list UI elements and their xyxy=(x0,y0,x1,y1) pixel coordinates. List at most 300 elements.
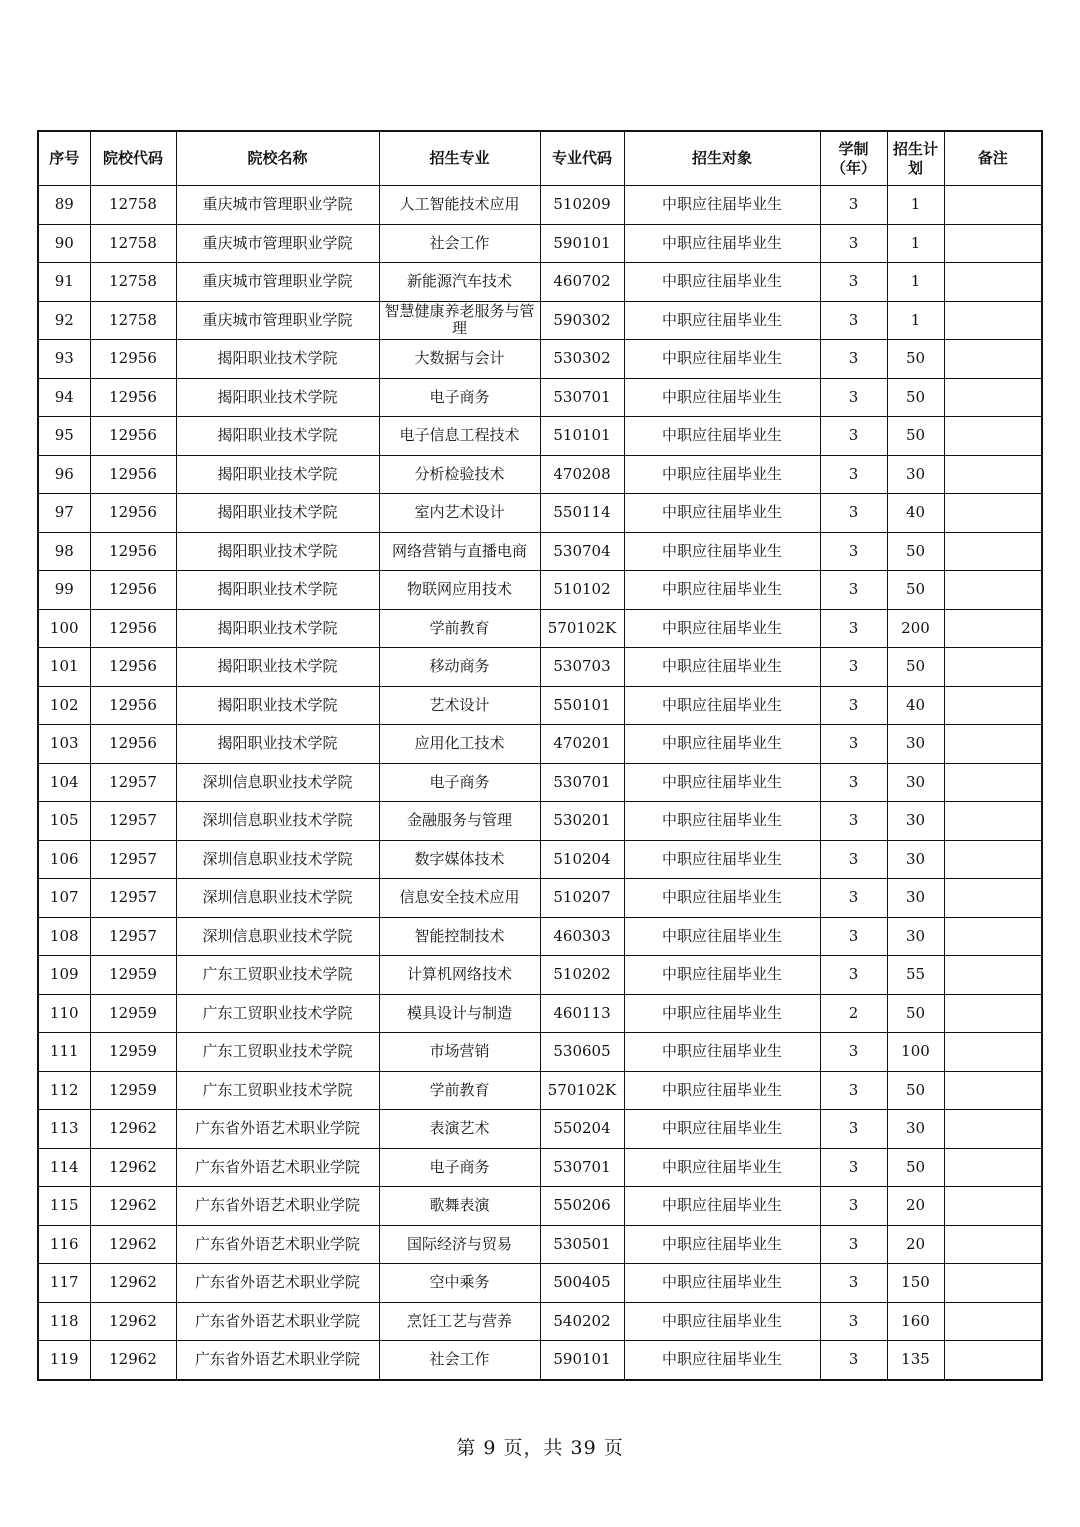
target-group: 中职应往届毕业生 xyxy=(624,609,820,648)
page-footer: 第 9 页，共 39 页 xyxy=(456,1437,624,1459)
row-index: 90 xyxy=(38,224,90,263)
row-index: 101 xyxy=(38,648,90,687)
study-years: 3 xyxy=(820,763,887,802)
school-code: 12956 xyxy=(90,494,176,533)
target-group: 中职应往届毕业生 xyxy=(624,1264,820,1303)
target-group: 中职应往届毕业生 xyxy=(624,763,820,802)
remarks xyxy=(944,1187,1042,1226)
row-index: 104 xyxy=(38,763,90,802)
enrollment-plan: 30 xyxy=(887,763,944,802)
table-row xyxy=(38,1264,1042,1303)
school-name: 广东工贸职业技术学院 xyxy=(176,956,379,995)
enrollment-plan: 30 xyxy=(887,917,944,956)
school-code: 12959 xyxy=(90,994,176,1033)
study-years: 3 xyxy=(820,802,887,841)
remarks xyxy=(944,917,1042,956)
school-code: 12758 xyxy=(90,224,176,263)
row-index: 116 xyxy=(38,1225,90,1264)
major-code: 550204 xyxy=(540,1110,624,1149)
table-row xyxy=(38,917,1042,956)
study-years: 3 xyxy=(820,648,887,687)
major-name: 国际经济与贸易 xyxy=(379,1225,540,1264)
school-name: 深圳信息职业技术学院 xyxy=(176,802,379,841)
target-group: 中职应往届毕业生 xyxy=(624,417,820,456)
major-code: 530701 xyxy=(540,763,624,802)
school-name: 广东工贸职业技术学院 xyxy=(176,1071,379,1110)
study-years: 3 xyxy=(820,686,887,725)
major-name: 社会工作 xyxy=(379,224,540,263)
major-code: 460113 xyxy=(540,994,624,1033)
school-name: 揭阳职业技术学院 xyxy=(176,532,379,571)
remarks xyxy=(944,994,1042,1033)
school-name: 广东省外语艺术职业学院 xyxy=(176,1148,379,1187)
row-index: 111 xyxy=(38,1033,90,1072)
table-row xyxy=(38,417,1042,456)
row-index: 102 xyxy=(38,686,90,725)
study-years: 3 xyxy=(820,1264,887,1303)
school-name: 重庆城市管理职业学院 xyxy=(176,186,379,225)
row-index: 97 xyxy=(38,494,90,533)
row-index: 95 xyxy=(38,417,90,456)
row-index: 117 xyxy=(38,1264,90,1303)
major-code: 530701 xyxy=(540,1148,624,1187)
school-code: 12956 xyxy=(90,455,176,494)
target-group: 中职应往届毕业生 xyxy=(624,455,820,494)
study-years: 2 xyxy=(820,994,887,1033)
school-name: 广东工贸职业技术学院 xyxy=(176,994,379,1033)
major-name: 移动商务 xyxy=(379,648,540,687)
target-group: 中职应往届毕业生 xyxy=(624,340,820,379)
study-years: 3 xyxy=(820,840,887,879)
table-row xyxy=(38,224,1042,263)
table-row xyxy=(38,1225,1042,1264)
major-code: 470201 xyxy=(540,725,624,764)
target-group: 中职应往届毕业生 xyxy=(624,1148,820,1187)
enrollment-plan: 30 xyxy=(887,840,944,879)
enrollment-plan: 50 xyxy=(887,378,944,417)
row-index: 106 xyxy=(38,840,90,879)
row-index: 107 xyxy=(38,879,90,918)
header-years: 学制（年） xyxy=(820,131,887,186)
remarks xyxy=(944,648,1042,687)
header-index: 序号 xyxy=(38,131,90,186)
enrollment-plan: 100 xyxy=(887,1033,944,1072)
target-group: 中职应往届毕业生 xyxy=(624,301,820,340)
enrollment-plan: 50 xyxy=(887,994,944,1033)
target-group: 中职应往届毕业生 xyxy=(624,1187,820,1226)
major-name: 智能控制技术 xyxy=(379,917,540,956)
target-group: 中职应往届毕业生 xyxy=(624,571,820,610)
major-name: 信息安全技术应用 xyxy=(379,879,540,918)
school-name: 揭阳职业技术学院 xyxy=(176,455,379,494)
major-code: 460303 xyxy=(540,917,624,956)
table-row xyxy=(38,686,1042,725)
study-years: 3 xyxy=(820,224,887,263)
major-code: 550206 xyxy=(540,1187,624,1226)
major-code: 530704 xyxy=(540,532,624,571)
enrollment-plan: 30 xyxy=(887,802,944,841)
row-index: 103 xyxy=(38,725,90,764)
target-group: 中职应往届毕业生 xyxy=(624,263,820,302)
table-row xyxy=(38,1187,1042,1226)
major-name: 网络营销与直播电商 xyxy=(379,532,540,571)
table-row xyxy=(38,648,1042,687)
target-group: 中职应往届毕业生 xyxy=(624,1071,820,1110)
study-years: 3 xyxy=(820,1148,887,1187)
table-row xyxy=(38,1148,1042,1187)
school-code: 12962 xyxy=(90,1110,176,1149)
major-name: 电子商务 xyxy=(379,378,540,417)
major-code: 510101 xyxy=(540,417,624,456)
school-code: 12956 xyxy=(90,571,176,610)
header-school-name: 院校名称 xyxy=(176,131,379,186)
major-code: 510202 xyxy=(540,956,624,995)
row-index: 119 xyxy=(38,1341,90,1380)
school-name: 深圳信息职业技术学院 xyxy=(176,879,379,918)
remarks xyxy=(944,802,1042,841)
school-code: 12962 xyxy=(90,1148,176,1187)
table-row xyxy=(38,455,1042,494)
enrollment-plan: 40 xyxy=(887,494,944,533)
enrollment-plan: 160 xyxy=(887,1302,944,1341)
remarks xyxy=(944,417,1042,456)
study-years: 3 xyxy=(820,378,887,417)
table-row xyxy=(38,378,1042,417)
enrollment-plan: 1 xyxy=(887,224,944,263)
study-years: 3 xyxy=(820,455,887,494)
school-code: 12959 xyxy=(90,956,176,995)
table-row xyxy=(38,802,1042,841)
table-row xyxy=(38,956,1042,995)
study-years: 3 xyxy=(820,1071,887,1110)
major-code: 500405 xyxy=(540,1264,624,1303)
enrollment-plan: 20 xyxy=(887,1187,944,1226)
major-name: 模具设计与制造 xyxy=(379,994,540,1033)
row-index: 98 xyxy=(38,532,90,571)
study-years: 3 xyxy=(820,340,887,379)
study-years: 3 xyxy=(820,1110,887,1149)
header-major: 招生专业 xyxy=(379,131,540,186)
school-code: 12956 xyxy=(90,609,176,648)
table-row xyxy=(38,1033,1042,1072)
remarks xyxy=(944,301,1042,340)
remarks xyxy=(944,224,1042,263)
major-name: 学前教育 xyxy=(379,1071,540,1110)
school-code: 12962 xyxy=(90,1187,176,1226)
remarks xyxy=(944,686,1042,725)
school-code: 12956 xyxy=(90,532,176,571)
target-group: 中职应往届毕业生 xyxy=(624,725,820,764)
major-code: 550114 xyxy=(540,494,624,533)
header-remarks: 备注 xyxy=(944,131,1042,186)
table-row xyxy=(38,494,1042,533)
header-plan: 招生计划 xyxy=(887,131,944,186)
school-name: 揭阳职业技术学院 xyxy=(176,417,379,456)
enrollment-plan: 50 xyxy=(887,340,944,379)
row-index: 112 xyxy=(38,1071,90,1110)
major-code: 460702 xyxy=(540,263,624,302)
remarks xyxy=(944,879,1042,918)
remarks xyxy=(944,571,1042,610)
study-years: 3 xyxy=(820,263,887,302)
school-name: 揭阳职业技术学院 xyxy=(176,340,379,379)
remarks xyxy=(944,455,1042,494)
remarks xyxy=(944,340,1042,379)
table-row xyxy=(38,1341,1042,1380)
major-code: 510207 xyxy=(540,879,624,918)
major-name: 大数据与会计 xyxy=(379,340,540,379)
target-group: 中职应往届毕业生 xyxy=(624,879,820,918)
table-body xyxy=(38,186,1042,1380)
table-row xyxy=(38,725,1042,764)
table-row xyxy=(38,571,1042,610)
school-code: 12957 xyxy=(90,917,176,956)
target-group: 中职应往届毕业生 xyxy=(624,532,820,571)
remarks xyxy=(944,1148,1042,1187)
remarks xyxy=(944,1341,1042,1380)
remarks xyxy=(944,532,1042,571)
header-target: 招生对象 xyxy=(624,131,820,186)
major-name: 数字媒体技术 xyxy=(379,840,540,879)
enrollment-plan: 1 xyxy=(887,301,944,340)
major-code: 540202 xyxy=(540,1302,624,1341)
target-group: 中职应往届毕业生 xyxy=(624,1225,820,1264)
remarks xyxy=(944,725,1042,764)
row-index: 114 xyxy=(38,1148,90,1187)
remarks xyxy=(944,1225,1042,1264)
target-group: 中职应往届毕业生 xyxy=(624,802,820,841)
school-name: 深圳信息职业技术学院 xyxy=(176,840,379,879)
target-group: 中职应往届毕业生 xyxy=(624,648,820,687)
school-code: 12758 xyxy=(90,263,176,302)
row-index: 92 xyxy=(38,301,90,340)
remarks xyxy=(944,1110,1042,1149)
target-group: 中职应往届毕业生 xyxy=(624,378,820,417)
remarks xyxy=(944,263,1042,302)
study-years: 3 xyxy=(820,1225,887,1264)
row-index: 110 xyxy=(38,994,90,1033)
school-name: 广东工贸职业技术学院 xyxy=(176,1033,379,1072)
target-group: 中职应往届毕业生 xyxy=(624,956,820,995)
major-name: 表演艺术 xyxy=(379,1110,540,1149)
school-name: 重庆城市管理职业学院 xyxy=(176,263,379,302)
enrollment-plan: 1 xyxy=(887,186,944,225)
major-code: 570102K xyxy=(540,609,624,648)
school-code: 12956 xyxy=(90,378,176,417)
major-name: 计算机网络技术 xyxy=(379,956,540,995)
major-name: 烹饪工艺与营养 xyxy=(379,1302,540,1341)
table-row xyxy=(38,609,1042,648)
enrollment-plan: 20 xyxy=(887,1225,944,1264)
header-school-code: 院校代码 xyxy=(90,131,176,186)
study-years: 3 xyxy=(820,1033,887,1072)
school-name: 深圳信息职业技术学院 xyxy=(176,917,379,956)
school-code: 12957 xyxy=(90,802,176,841)
school-code: 12959 xyxy=(90,1033,176,1072)
remarks xyxy=(944,186,1042,225)
enrollment-plan: 50 xyxy=(887,648,944,687)
major-code: 570102K xyxy=(540,1071,624,1110)
study-years: 3 xyxy=(820,609,887,648)
school-name: 揭阳职业技术学院 xyxy=(176,609,379,648)
study-years: 3 xyxy=(820,1187,887,1226)
enrollment-plan: 135 xyxy=(887,1341,944,1380)
enrollment-plan: 200 xyxy=(887,609,944,648)
table-row xyxy=(38,1110,1042,1149)
school-code: 12959 xyxy=(90,1071,176,1110)
table-row xyxy=(38,1071,1042,1110)
table-row xyxy=(38,994,1042,1033)
remarks xyxy=(944,494,1042,533)
table-header-row xyxy=(38,131,1042,186)
school-code: 12956 xyxy=(90,417,176,456)
major-name: 市场营销 xyxy=(379,1033,540,1072)
enrollment-plan: 1 xyxy=(887,263,944,302)
enrollment-plan: 55 xyxy=(887,956,944,995)
study-years: 3 xyxy=(820,186,887,225)
row-index: 91 xyxy=(38,263,90,302)
school-name: 广东省外语艺术职业学院 xyxy=(176,1225,379,1264)
remarks xyxy=(944,609,1042,648)
remarks xyxy=(944,1071,1042,1110)
row-index: 89 xyxy=(38,186,90,225)
major-name: 分析检验技术 xyxy=(379,455,540,494)
major-name: 应用化工技术 xyxy=(379,725,540,764)
remarks xyxy=(944,378,1042,417)
school-code: 12758 xyxy=(90,186,176,225)
study-years: 3 xyxy=(820,417,887,456)
school-code: 12956 xyxy=(90,340,176,379)
remarks xyxy=(944,956,1042,995)
enrollment-table xyxy=(37,130,1043,1381)
school-code: 12957 xyxy=(90,879,176,918)
school-name: 广东省外语艺术职业学院 xyxy=(176,1264,379,1303)
enrollment-plan: 30 xyxy=(887,879,944,918)
major-code: 590302 xyxy=(540,301,624,340)
enrollment-plan: 30 xyxy=(887,1110,944,1149)
major-name: 学前教育 xyxy=(379,609,540,648)
table-row xyxy=(38,879,1042,918)
table-row xyxy=(38,1302,1042,1341)
enrollment-plan: 30 xyxy=(887,725,944,764)
study-years: 3 xyxy=(820,725,887,764)
major-code: 590101 xyxy=(540,224,624,263)
header-major-code: 专业代码 xyxy=(540,131,624,186)
study-years: 3 xyxy=(820,1302,887,1341)
major-code: 510102 xyxy=(540,571,624,610)
study-years: 3 xyxy=(820,494,887,533)
study-years: 3 xyxy=(820,571,887,610)
school-code: 12957 xyxy=(90,763,176,802)
major-name: 智慧健康养老服务与管理 xyxy=(379,301,540,340)
school-code: 12962 xyxy=(90,1225,176,1264)
row-index: 93 xyxy=(38,340,90,379)
row-index: 94 xyxy=(38,378,90,417)
enrollment-plan: 50 xyxy=(887,1071,944,1110)
enrollment-plan: 50 xyxy=(887,417,944,456)
school-code: 12956 xyxy=(90,686,176,725)
target-group: 中职应往届毕业生 xyxy=(624,686,820,725)
major-name: 金融服务与管理 xyxy=(379,802,540,841)
study-years: 3 xyxy=(820,532,887,571)
major-code: 510209 xyxy=(540,186,624,225)
row-index: 115 xyxy=(38,1187,90,1226)
study-years: 3 xyxy=(820,301,887,340)
study-years: 3 xyxy=(820,1341,887,1380)
school-code: 12758 xyxy=(90,301,176,340)
table-row xyxy=(38,763,1042,802)
row-index: 109 xyxy=(38,956,90,995)
school-name: 揭阳职业技术学院 xyxy=(176,648,379,687)
table-row xyxy=(38,263,1042,302)
target-group: 中职应往届毕业生 xyxy=(624,494,820,533)
target-group: 中职应往届毕业生 xyxy=(624,1302,820,1341)
school-name: 重庆城市管理职业学院 xyxy=(176,224,379,263)
row-index: 113 xyxy=(38,1110,90,1149)
row-index: 108 xyxy=(38,917,90,956)
major-name: 新能源汽车技术 xyxy=(379,263,540,302)
major-name: 艺术设计 xyxy=(379,686,540,725)
major-code: 550101 xyxy=(540,686,624,725)
major-code: 530701 xyxy=(540,378,624,417)
study-years: 3 xyxy=(820,956,887,995)
school-name: 广东省外语艺术职业学院 xyxy=(176,1341,379,1380)
enrollment-plan: 150 xyxy=(887,1264,944,1303)
school-name: 广东省外语艺术职业学院 xyxy=(176,1110,379,1149)
table-row xyxy=(38,186,1042,225)
remarks xyxy=(944,1264,1042,1303)
study-years: 3 xyxy=(820,879,887,918)
remarks xyxy=(944,840,1042,879)
school-name: 揭阳职业技术学院 xyxy=(176,378,379,417)
school-code: 12962 xyxy=(90,1302,176,1341)
enrollment-plan: 50 xyxy=(887,571,944,610)
school-name: 深圳信息职业技术学院 xyxy=(176,763,379,802)
target-group: 中职应往届毕业生 xyxy=(624,1033,820,1072)
row-index: 105 xyxy=(38,802,90,841)
school-code: 12956 xyxy=(90,648,176,687)
school-name: 揭阳职业技术学院 xyxy=(176,725,379,764)
row-index: 100 xyxy=(38,609,90,648)
remarks xyxy=(944,763,1042,802)
study-years: 3 xyxy=(820,917,887,956)
target-group: 中职应往届毕业生 xyxy=(624,1110,820,1149)
major-name: 空中乘务 xyxy=(379,1264,540,1303)
major-code: 530501 xyxy=(540,1225,624,1264)
target-group: 中职应往届毕业生 xyxy=(624,1341,820,1380)
major-name: 人工智能技术应用 xyxy=(379,186,540,225)
school-name: 广东省外语艺术职业学院 xyxy=(176,1187,379,1226)
major-code: 590101 xyxy=(540,1341,624,1380)
target-group: 中职应往届毕业生 xyxy=(624,186,820,225)
table-row xyxy=(38,340,1042,379)
target-group: 中职应往届毕业生 xyxy=(624,917,820,956)
school-name: 广东省外语艺术职业学院 xyxy=(176,1302,379,1341)
major-code: 530605 xyxy=(540,1033,624,1072)
enrollment-plan: 40 xyxy=(887,686,944,725)
enrollment-plan: 30 xyxy=(887,455,944,494)
target-group: 中职应往届毕业生 xyxy=(624,224,820,263)
target-group: 中职应往届毕业生 xyxy=(624,994,820,1033)
enrollment-plan: 50 xyxy=(887,532,944,571)
remarks xyxy=(944,1033,1042,1072)
major-name: 电子商务 xyxy=(379,1148,540,1187)
major-code: 530201 xyxy=(540,802,624,841)
major-code: 530703 xyxy=(540,648,624,687)
major-code: 470208 xyxy=(540,455,624,494)
school-code: 12962 xyxy=(90,1341,176,1380)
major-name: 社会工作 xyxy=(379,1341,540,1380)
